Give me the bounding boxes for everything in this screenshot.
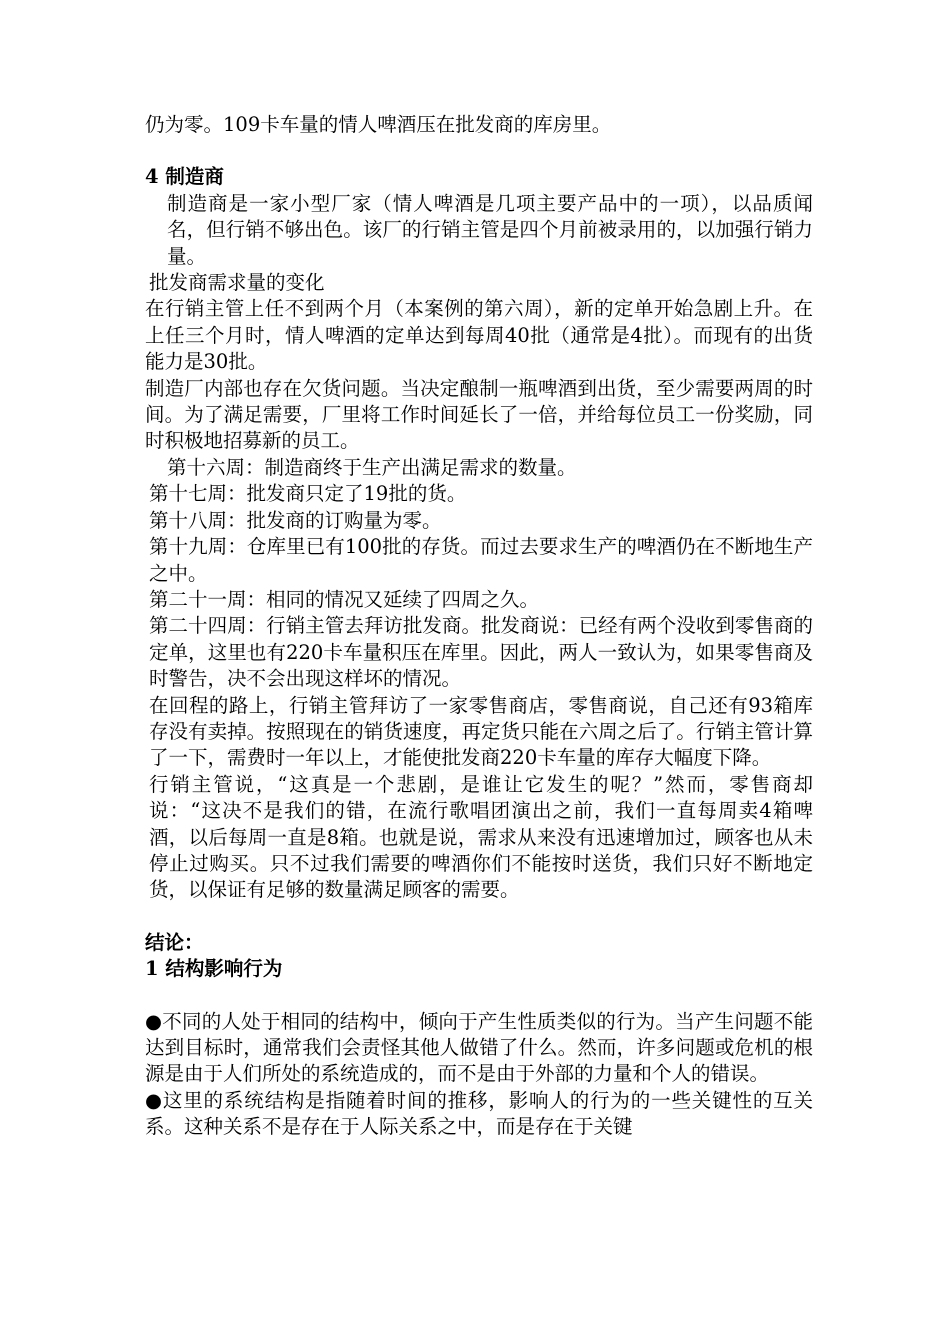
section-heading: 结论： <box>145 930 204 954</box>
section-heading: 1 结构影响行为 <box>145 957 283 981</box>
paragraph: 批发商需求量的变化 <box>149 271 325 295</box>
paragraph: 在行销主管上任不到两个月（本案例的第六周），新的定单开始急剧上升。在上任三个月时，情人啤酒的定单达到每周40批（通常是4批）。而现有的出货能力是30批。 <box>145 297 813 374</box>
paragraph: 行销主管说，“这真是一个悲剧，是谁让它发生的呢？”然而，零售商却说：“这决不是我们的错，在流行歌唱团演出之前，我们一直每周卖4箱啤酒，以后每周一直是8箱。也就是说，需求从来没有迅速增加过，顾客也从未停止过购买。只不过我们需要的啤酒你们不能按时送货，我们只好不断地定货，以保证有足够的数量满足顾客的需要。 <box>149 772 813 902</box>
paragraph: 第十九周：仓库里已有100批的存货。而过去要求生产的啤酒仍在不断地生产之中。 <box>149 535 813 585</box>
paragraph: 第二十一周：相同的情况又延续了四周之久。 <box>149 587 540 611</box>
spacer <box>145 904 813 930</box>
paragraph: 在回程的路上，行销主管拜访了一家零售商店，零售商说，自己还有93箱库存没有卖掉。按照现在的销货速度，再定货只能在六周之后了。行销主管计算了一下，需费时一年以上，才能使批发商220卡车量的库存大幅度下降。 <box>149 693 813 770</box>
paragraph: 第十八周：批发商的订购量为零。 <box>149 508 442 532</box>
paragraph: 第十六周：制造商终于生产出满足需求的数量。 <box>167 455 577 479</box>
section-heading: 4 制造商 <box>145 165 224 189</box>
bullet-paragraph: ●不同的人处于相同的结构中，倾向于产生性质类似的行为。当产生问题不能达到目标时，通常我们会责怪其他人做错了什么。然而，许多问题或危机的根源是由于人们所处的系统造成的，而不是由于外部的力量和个人的错误。 <box>145 1009 813 1086</box>
document-page <box>145 112 813 1141</box>
bullet-paragraph: ●这里的系统结构是指随着时间的推移，影响人的行为的一些关键性的互关系。这种关系不是存在于人际关系之中，而是存在于关键 <box>145 1088 813 1139</box>
paragraph: 仍为零。109卡车量的情人啤酒压在批发商的库房里。 <box>145 113 612 136</box>
paragraph: 制造商是一家小型厂家（情人啤酒是几项主要产品中的一项），以品质闻名，但行销不够出色。该厂的行销主管是四个月前被录用的，以加强行销力量。 <box>167 191 813 268</box>
spacer <box>145 138 813 164</box>
paragraph: 第二十四周：行销主管去拜访批发商。批发商说：已经有两个没收到零售商的定单，这里也有220卡车量积压在库里。因此，两人一致认为，如果零售商及时警告，决不会出现这样坏的情况。 <box>149 614 813 691</box>
spacer <box>145 983 813 1009</box>
paragraph: 制造厂内部也存在欠货问题。当决定酿制一瓶啤酒到出货，至少需要两周的时间。为了满足需要，厂里将工作时间延长了一倍，并给每位员工一份奖励，同时积极地招募新的员工。 <box>145 376 813 453</box>
paragraph: 第十七周：批发商只定了19批的货。 <box>149 482 467 506</box>
